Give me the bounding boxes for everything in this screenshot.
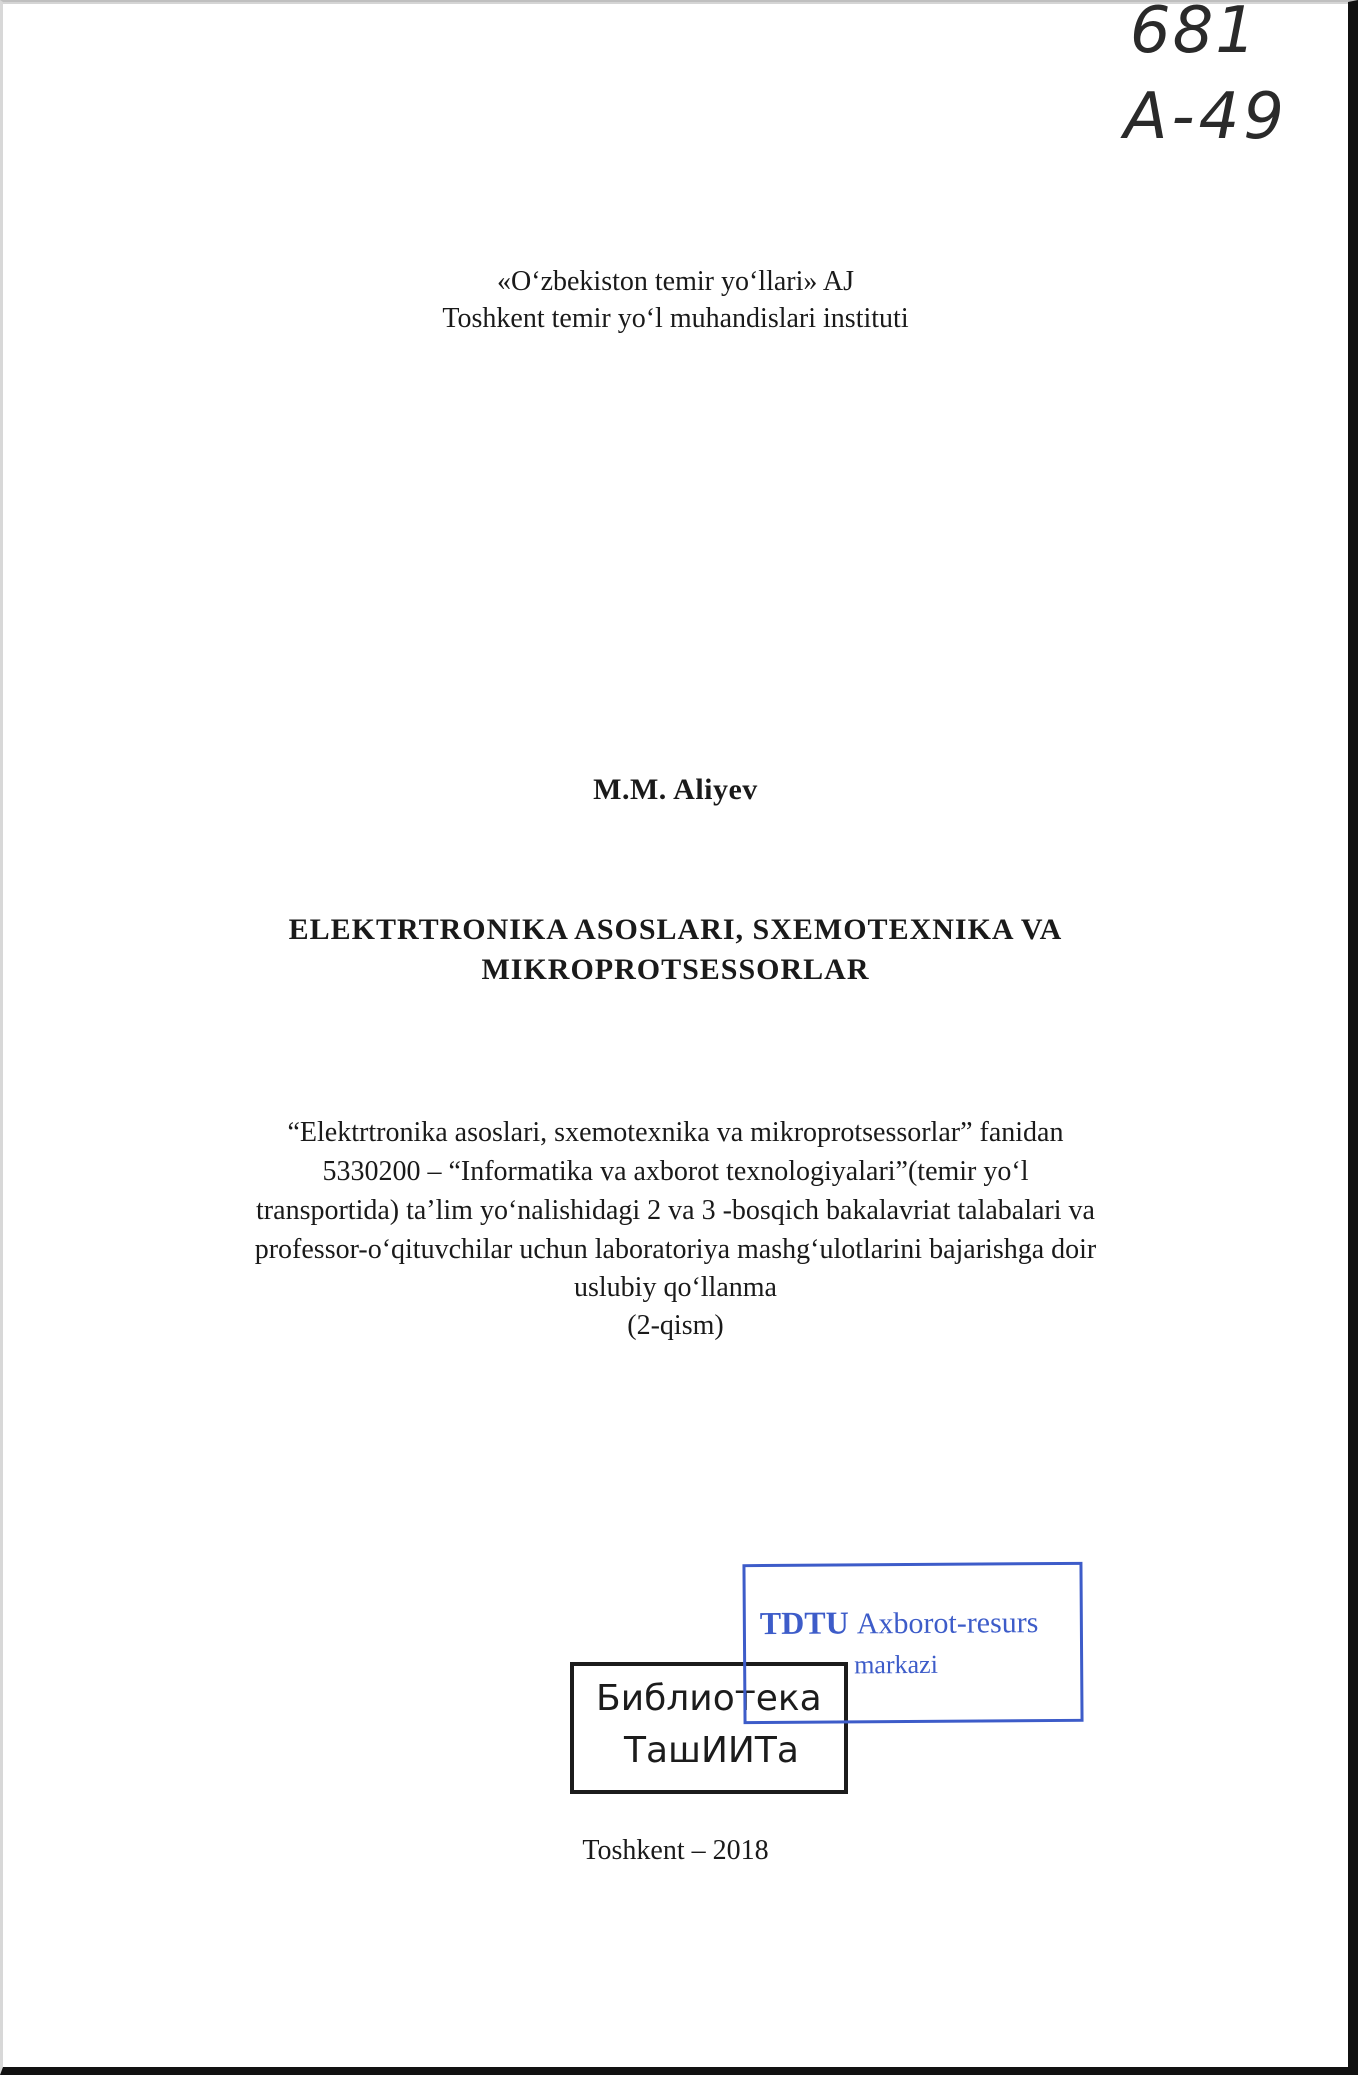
handwritten-number: 681	[1129, 0, 1258, 68]
description-line-4: professor-o‘qituvchilar uchun laboratoriya mashg‘ulotlarini bajarishga doir	[254, 1234, 1097, 1265]
part-number: (2-qism)	[627, 1310, 724, 1341]
book-title-line-2: MIKROPROTSESSORLAR	[481, 953, 870, 986]
stamp-resource-text: Axborot-resurs	[856, 1606, 1039, 1641]
institute-name: Toshkent temir yo‘l muhandislari instituti	[442, 303, 909, 334]
handwritten-code: A-49	[1123, 80, 1288, 154]
stamp-abbreviation: TDTU	[759, 1604, 849, 1642]
description-line-3: transportida) ta’lim yo‘nalishidagi 2 va 3 -bosqich bakalavriat talabalari va	[256, 1195, 1095, 1226]
description-line-5: uslubiy qo‘llanma	[574, 1272, 777, 1303]
library-stamp-line-1: Библиотека	[596, 1678, 822, 1719]
book-title-line-1: ELEKTRTRONIKA ASOSLARI, SXEMOTEXNIKA VA	[288, 913, 1063, 946]
city-year: Toshkent – 2018	[582, 1835, 769, 1866]
resource-center-stamp-line-1	[760, 1603, 1039, 1642]
resource-center-stamp-line-2: markazi	[854, 1649, 938, 1680]
resource-center-stamp	[742, 1562, 1083, 1724]
description-line-2: 5330200 – “Informatika va axborot texnologiyalari”(temir yo‘l	[322, 1156, 1029, 1187]
author-name: M.M. Aliyev	[593, 773, 758, 806]
library-stamp-line-2: ТашИИТа	[624, 1730, 799, 1771]
organization-name: «O‘zbekiston temir yo‘llari» AJ	[497, 266, 854, 297]
description-line-1: “Elektrtronika asoslari, sxemotexnika va mikroprotsessorlar” fanidan	[287, 1117, 1064, 1148]
